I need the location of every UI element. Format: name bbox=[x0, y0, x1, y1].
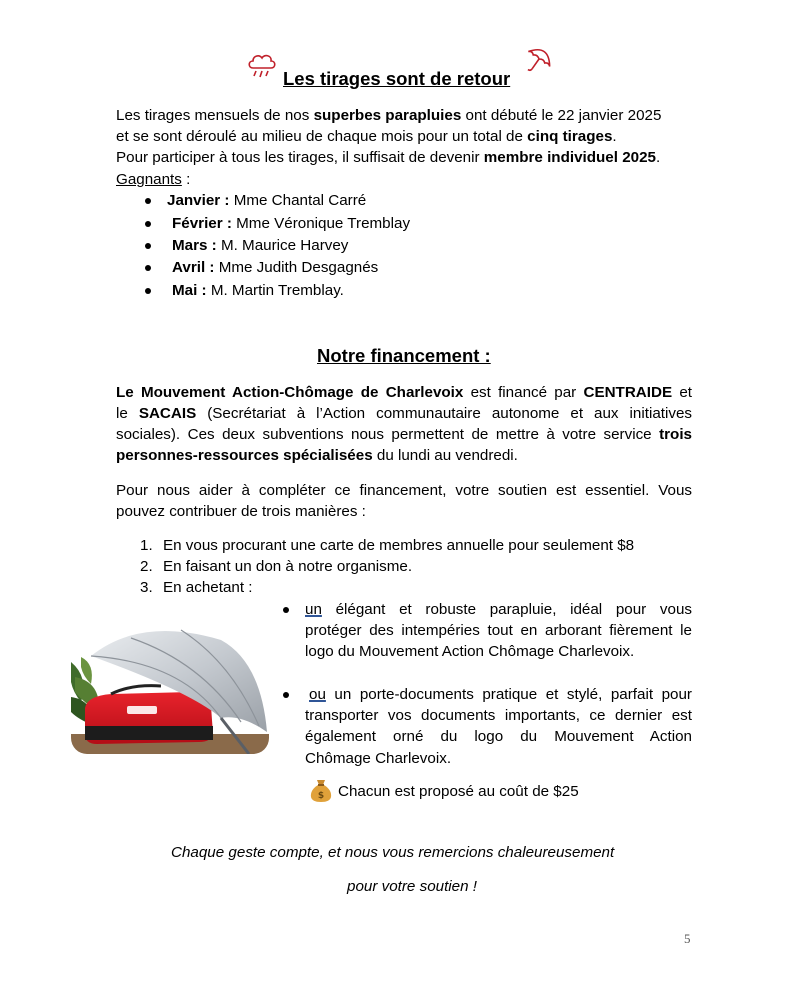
underlined-word: ou bbox=[309, 686, 326, 703]
closing-line: pour votre soutien ! bbox=[347, 878, 478, 895]
draws-paragraph-line bbox=[116, 106, 661, 126]
sub-item-line bbox=[305, 706, 692, 726]
text: : bbox=[181, 171, 191, 188]
text-bold: cinq tirages bbox=[527, 128, 613, 145]
bullet-dot bbox=[283, 692, 289, 698]
winner-item bbox=[172, 281, 344, 301]
text: pouvez contribuer de trois manières : bbox=[116, 503, 366, 520]
section-title-financing: Notre financement : bbox=[317, 345, 491, 366]
bullet-dot bbox=[145, 288, 151, 294]
text-bold: trois bbox=[659, 426, 692, 443]
text-bold: membre individuel 2025 bbox=[483, 149, 656, 166]
text-bold: superbes parapluies bbox=[313, 107, 462, 124]
text: . bbox=[612, 128, 617, 145]
sub-item-line bbox=[305, 642, 634, 662]
text: . bbox=[655, 149, 661, 166]
winners-label-text: Gagnants bbox=[116, 171, 182, 188]
support-paragraph-line bbox=[116, 502, 366, 522]
text: est financé par bbox=[463, 384, 584, 401]
rain-cloud-icon bbox=[247, 52, 277, 80]
text: le bbox=[116, 405, 139, 422]
umbrella-bag-photo bbox=[71, 622, 269, 754]
sub-item-line bbox=[305, 727, 692, 747]
price-line: Chacun est proposé au coût de $25 bbox=[338, 783, 579, 800]
winner-name: Mme Véronique Tremblay bbox=[231, 215, 411, 232]
list-item: En vous procurant une carte de membres annuelle pour seulement $8 bbox=[163, 537, 635, 554]
bullet-dot bbox=[145, 265, 151, 271]
umbrella-icon bbox=[522, 43, 556, 75]
list-number: 2. bbox=[140, 558, 153, 575]
winner-name: M. Maurice Harvey bbox=[216, 237, 349, 254]
draws-paragraph-line bbox=[116, 148, 660, 168]
winners-label bbox=[116, 170, 190, 190]
sub-item-line bbox=[305, 621, 692, 641]
winner-month: Avril : bbox=[172, 259, 215, 276]
text: du lundi au vendredi. bbox=[372, 447, 518, 464]
text: et se sont déroulé au milieu de chaque mois pour un total de bbox=[116, 128, 528, 145]
draws-paragraph-line bbox=[116, 127, 617, 147]
page-number: 5 bbox=[684, 931, 691, 946]
winner-month: Janvier : bbox=[167, 192, 230, 209]
text: également orné du logo du Mouvement Action bbox=[305, 728, 692, 745]
winner-name: Mme Judith Desgagnés bbox=[214, 259, 379, 276]
money-bag-icon bbox=[309, 777, 333, 803]
text: Pour participer à tous les tirages, il suffisait de devenir bbox=[116, 149, 484, 166]
bullet-dot bbox=[145, 198, 151, 204]
winner-item bbox=[172, 214, 410, 234]
text: (Secrétariat à l’Action communautaire autonome et aux initiatives bbox=[196, 405, 692, 422]
financing-paragraph-line bbox=[116, 383, 692, 403]
text: et bbox=[672, 384, 692, 401]
winner-name: Mme Chantal Carré bbox=[229, 192, 367, 209]
financing-paragraph-line bbox=[116, 446, 518, 466]
text: Pour nous aider à compléter ce financement, votre soutien est essentiel. Vous bbox=[116, 482, 692, 499]
financing-paragraph-line bbox=[116, 425, 692, 445]
financing-paragraph-line bbox=[116, 404, 692, 424]
bullet-dot bbox=[145, 221, 151, 227]
text: logo du Mouvement Action Chômage Charlevoix. bbox=[305, 643, 635, 660]
winner-item bbox=[172, 258, 378, 278]
text: protéger des intempéries tout en arborant fièrement le bbox=[305, 622, 692, 639]
text: élégant et robuste parapluie, idéal pour vous bbox=[321, 601, 692, 618]
list-number: 3. bbox=[140, 579, 153, 596]
text: transporter vos documents importants, ce dernier est bbox=[305, 707, 692, 724]
winner-item bbox=[172, 236, 348, 256]
sub-item-line bbox=[309, 685, 692, 705]
winner-item bbox=[167, 191, 366, 211]
section-title-draws: Les tirages sont de retour bbox=[283, 68, 511, 89]
winner-month: Février : bbox=[172, 215, 232, 232]
bullet-dot bbox=[283, 607, 289, 613]
winner-month: Mars : bbox=[172, 237, 217, 254]
svg-text:$: $ bbox=[317, 791, 325, 801]
text-bold: personnes-ressources spécialisées bbox=[116, 447, 373, 464]
text-bold: Le Mouvement Action-Chômage de Charlevoix bbox=[116, 384, 464, 401]
sub-item-line bbox=[305, 600, 692, 620]
winner-month: Mai : bbox=[172, 282, 207, 299]
underlined-word: un bbox=[305, 601, 322, 618]
closing-line: Chaque geste compte, et nous vous remercions chaleureusement bbox=[171, 844, 615, 861]
winner-name: M. Martin Tremblay. bbox=[206, 282, 344, 299]
list-item: En faisant un don à notre organisme. bbox=[163, 558, 413, 575]
text: sociales). Ces deux subventions nous permettent de mettre à votre service bbox=[116, 426, 660, 443]
bullet-dot bbox=[145, 243, 151, 249]
text-bold: CENTRAIDE bbox=[583, 384, 673, 401]
sub-item-line bbox=[305, 749, 451, 769]
text: Les tirages mensuels de nos bbox=[116, 107, 314, 124]
list-item: En achetant : bbox=[163, 579, 253, 596]
list-number: 1. bbox=[140, 537, 153, 554]
text: ont débuté le 22 janvier 2025 bbox=[461, 107, 662, 124]
text-bold: SACAIS bbox=[138, 405, 197, 422]
text: Chômage Charlevoix. bbox=[305, 750, 452, 767]
support-paragraph-line bbox=[116, 481, 692, 501]
text: un porte-documents pratique et stylé, parfait pour bbox=[325, 686, 692, 703]
